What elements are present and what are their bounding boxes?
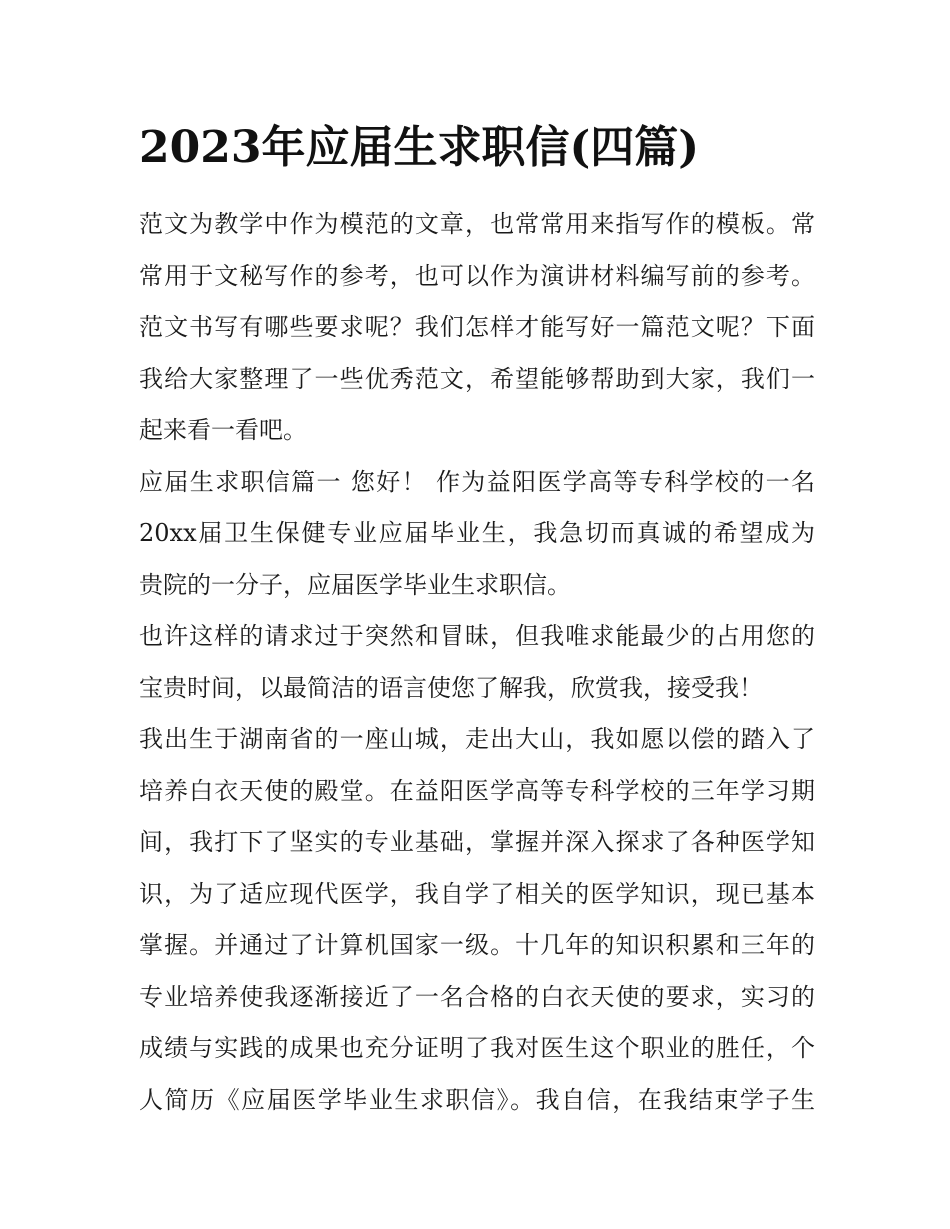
text-line: 20xx届卫生保健专业应届毕业生，我急切而真诚的希望成为 bbox=[139, 519, 815, 547]
text-line: 宝贵时间，以最简洁的语言使您了解我，欣赏我，接受我！ bbox=[139, 673, 763, 702]
text-line: 也许这样的请求过于突然和冒昧，但我唯求能最少的占用您的 bbox=[139, 622, 815, 650]
text-line: 范文为教学中作为模范的文章，也常常用来指写作的模板。常 bbox=[139, 210, 815, 238]
text-line: 间，我打下了坚实的专业基础，掌握并深入探求了各种医学知 bbox=[139, 828, 815, 856]
text-line: 掌握。并通过了计算机国家一级。十几年的知识积累和三年的 bbox=[139, 931, 815, 959]
text-line: 常用于文秘写作的参考，也可以作为演讲材料编写前的参考。 bbox=[139, 261, 815, 290]
paragraph-background bbox=[139, 714, 815, 1126]
paragraph-request bbox=[139, 611, 815, 714]
text-line: 范文书写有哪些要求呢？我们怎样才能写好一篇范文呢？下面 bbox=[139, 313, 815, 341]
text-line: 贵院的一分子，应届医学毕业生求职信。 bbox=[139, 570, 571, 599]
document-body bbox=[139, 199, 815, 1126]
text-line: 起来看一看吧。 bbox=[139, 416, 307, 444]
text-line: 成绩与实践的成果也充分证明了我对医生这个职业的胜任，个 bbox=[139, 1034, 815, 1062]
text-line: 专业培养使我逐渐接近了一名合格的白衣天使的要求，实习的 bbox=[139, 982, 815, 1011]
text-line: 我出生于湖南省的一座山城，走出大山，我如愿以偿的踏入了 bbox=[139, 725, 815, 753]
paragraph-intro bbox=[139, 199, 815, 457]
text-line: 我给大家整理了一些优秀范文，希望能够帮助到大家，我们一 bbox=[139, 364, 815, 393]
text-line: 人简历《应届医学毕业生求职信》。我自信，在我结束学子生 bbox=[139, 1085, 815, 1114]
text-line: 应届生求职信篇一 您好！ 作为益阳医学高等专科学校的一名 bbox=[139, 467, 815, 496]
text-line: 识，为了适应现代医学，我自学了相关的医学知识，现已基本 bbox=[139, 879, 815, 908]
paragraph-letter-one-opening bbox=[139, 457, 815, 612]
text-line: 培养白衣天使的殿堂。在益阳医学高等专科学校的三年学习期 bbox=[139, 776, 815, 805]
document-title: 2023年应届生求职信(四篇) bbox=[139, 122, 700, 173]
